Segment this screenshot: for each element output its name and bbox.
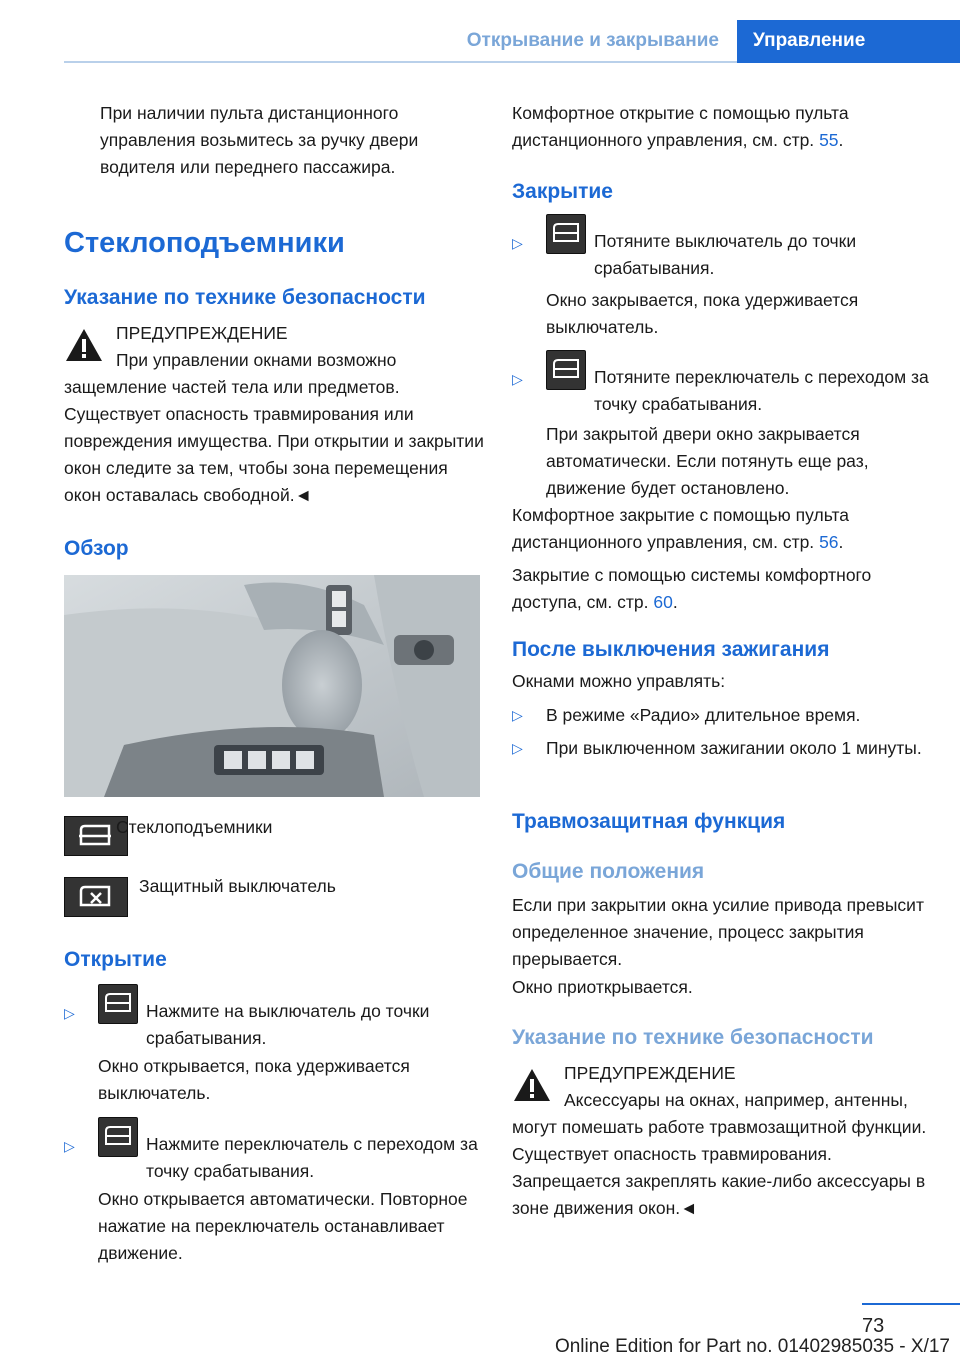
window-down-icon xyxy=(98,984,138,1024)
heading-general: Общие положения xyxy=(512,860,705,883)
comfort-open-paragraph: Комфортное открытие с помощью пульта дистанционного управления, см. стр. 55. xyxy=(512,103,849,150)
footer-rule xyxy=(862,1303,960,1305)
header-chapter-title: Управление xyxy=(753,30,866,51)
header-section xyxy=(0,20,737,62)
safety-switch-icon xyxy=(64,877,128,917)
open-step-1: Нажмите на выключатель до точки срабатывания. xyxy=(146,1001,430,1048)
close-step-2: Потяните переключатель с переходом за точку срабатывания. xyxy=(594,367,929,414)
window-auto-down-icon xyxy=(98,1117,138,1157)
open-step-1-detail xyxy=(98,1025,484,1052)
warning-title: ПРЕДУПРЕЖДЕНИЕ xyxy=(116,323,288,343)
header-chapter-tab xyxy=(737,20,960,63)
heading-close: Закрытие xyxy=(512,180,613,203)
bullet-icon: ▷ xyxy=(512,235,523,251)
header-section-title: Открывание и закрывание xyxy=(466,30,719,51)
footer-edition: Online Edition for Part no. 01402985035 - X/17 xyxy=(554,1336,950,1357)
bullet-icon: ▷ xyxy=(512,371,523,387)
general-paragraph-1: Если при закрытии окна усилие привода превысит определенное значение, процесс закрытия прерывается. xyxy=(512,895,924,969)
heading-safety-2: Указание по технике безопасности xyxy=(512,1026,874,1049)
page-number: 73 xyxy=(862,1315,885,1337)
page-ref-link[interactable]: 56 xyxy=(819,532,839,552)
heading-safety: Указание по технике безопасности xyxy=(64,286,426,309)
comfort-access-paragraph: Закрытие с помощью системы комфортного доступа, см. стр. 60. xyxy=(512,565,872,612)
general-paragraph-2: Окно приоткрывается. xyxy=(512,977,693,997)
close-step-1-result: Окно закрывается, пока удерживается выключатель. xyxy=(546,290,859,337)
warning-text-2: Аксессуары на окнах, например, антенны, могут помешать работе травмозащитной функции. Существует опасность травмирования. Запрещается закреплять какие-либо аксессуары в зоне движения окон.◄ xyxy=(512,1090,927,1218)
intro-paragraph: При наличии пульта дистанционного управления возьмитесь за ручку двери водителя или переднего пассажира. xyxy=(100,103,419,177)
heading-pinch-protection: Травмозащитная функция xyxy=(512,810,786,833)
header-rule xyxy=(64,61,737,63)
page-ref-link[interactable]: 60 xyxy=(653,592,673,612)
bullet-icon: ▷ xyxy=(512,740,523,756)
legend-safety-switch: Защитный выключатель xyxy=(139,876,336,896)
bullet-icon: ▷ xyxy=(512,707,523,723)
heading-open: Открытие xyxy=(64,948,167,971)
window-up-icon xyxy=(546,214,586,254)
comfort-close-paragraph: Комфортное закрытие с помощью пульта дистанционного управления, см. стр. 56. xyxy=(512,505,849,552)
warning-title-2: ПРЕДУПРЕЖДЕНИЕ xyxy=(564,1063,736,1083)
bullet-icon: ▷ xyxy=(64,1005,75,1021)
heading-windows: Стеклоподъемники xyxy=(64,227,345,259)
after-intro: Окнами можно управлять: xyxy=(512,671,726,691)
open-step-1-result: Окно открывается, пока удерживается выключатель. xyxy=(98,1056,410,1103)
close-step-1: Потяните выключатель до точки срабатывания. xyxy=(594,231,857,278)
page-ref-link[interactable]: 55 xyxy=(819,130,839,150)
warning-text: При управлении окнами возможно защемление частей тела или предметов. Существует опасность травмирования или повреждения имущества. При открытии и закрытии окон следите за тем, чтобы зона перемещения окон оставалась свободной.◄ xyxy=(64,350,484,505)
legend-windows: Стеклоподъемники xyxy=(116,817,273,837)
close-step-2-result: При закрытой двери окно закрывается автоматически. Если потянуть еще раз, движение будет остановлено. xyxy=(546,424,869,498)
bullet-icon: ▷ xyxy=(64,1138,75,1154)
open-step-2-result: Окно открывается автоматически. Повторное нажатие на переключатель останавливает движение. xyxy=(98,1189,468,1263)
heading-after-ignition: После выключения зажигания xyxy=(512,638,830,661)
window-auto-up-icon xyxy=(546,350,586,390)
open-step-2: Нажмите переключатель с переходом за точку срабатывания. xyxy=(146,1134,478,1181)
heading-overview: Обзор xyxy=(64,537,129,560)
door-panel-photo xyxy=(64,575,480,797)
